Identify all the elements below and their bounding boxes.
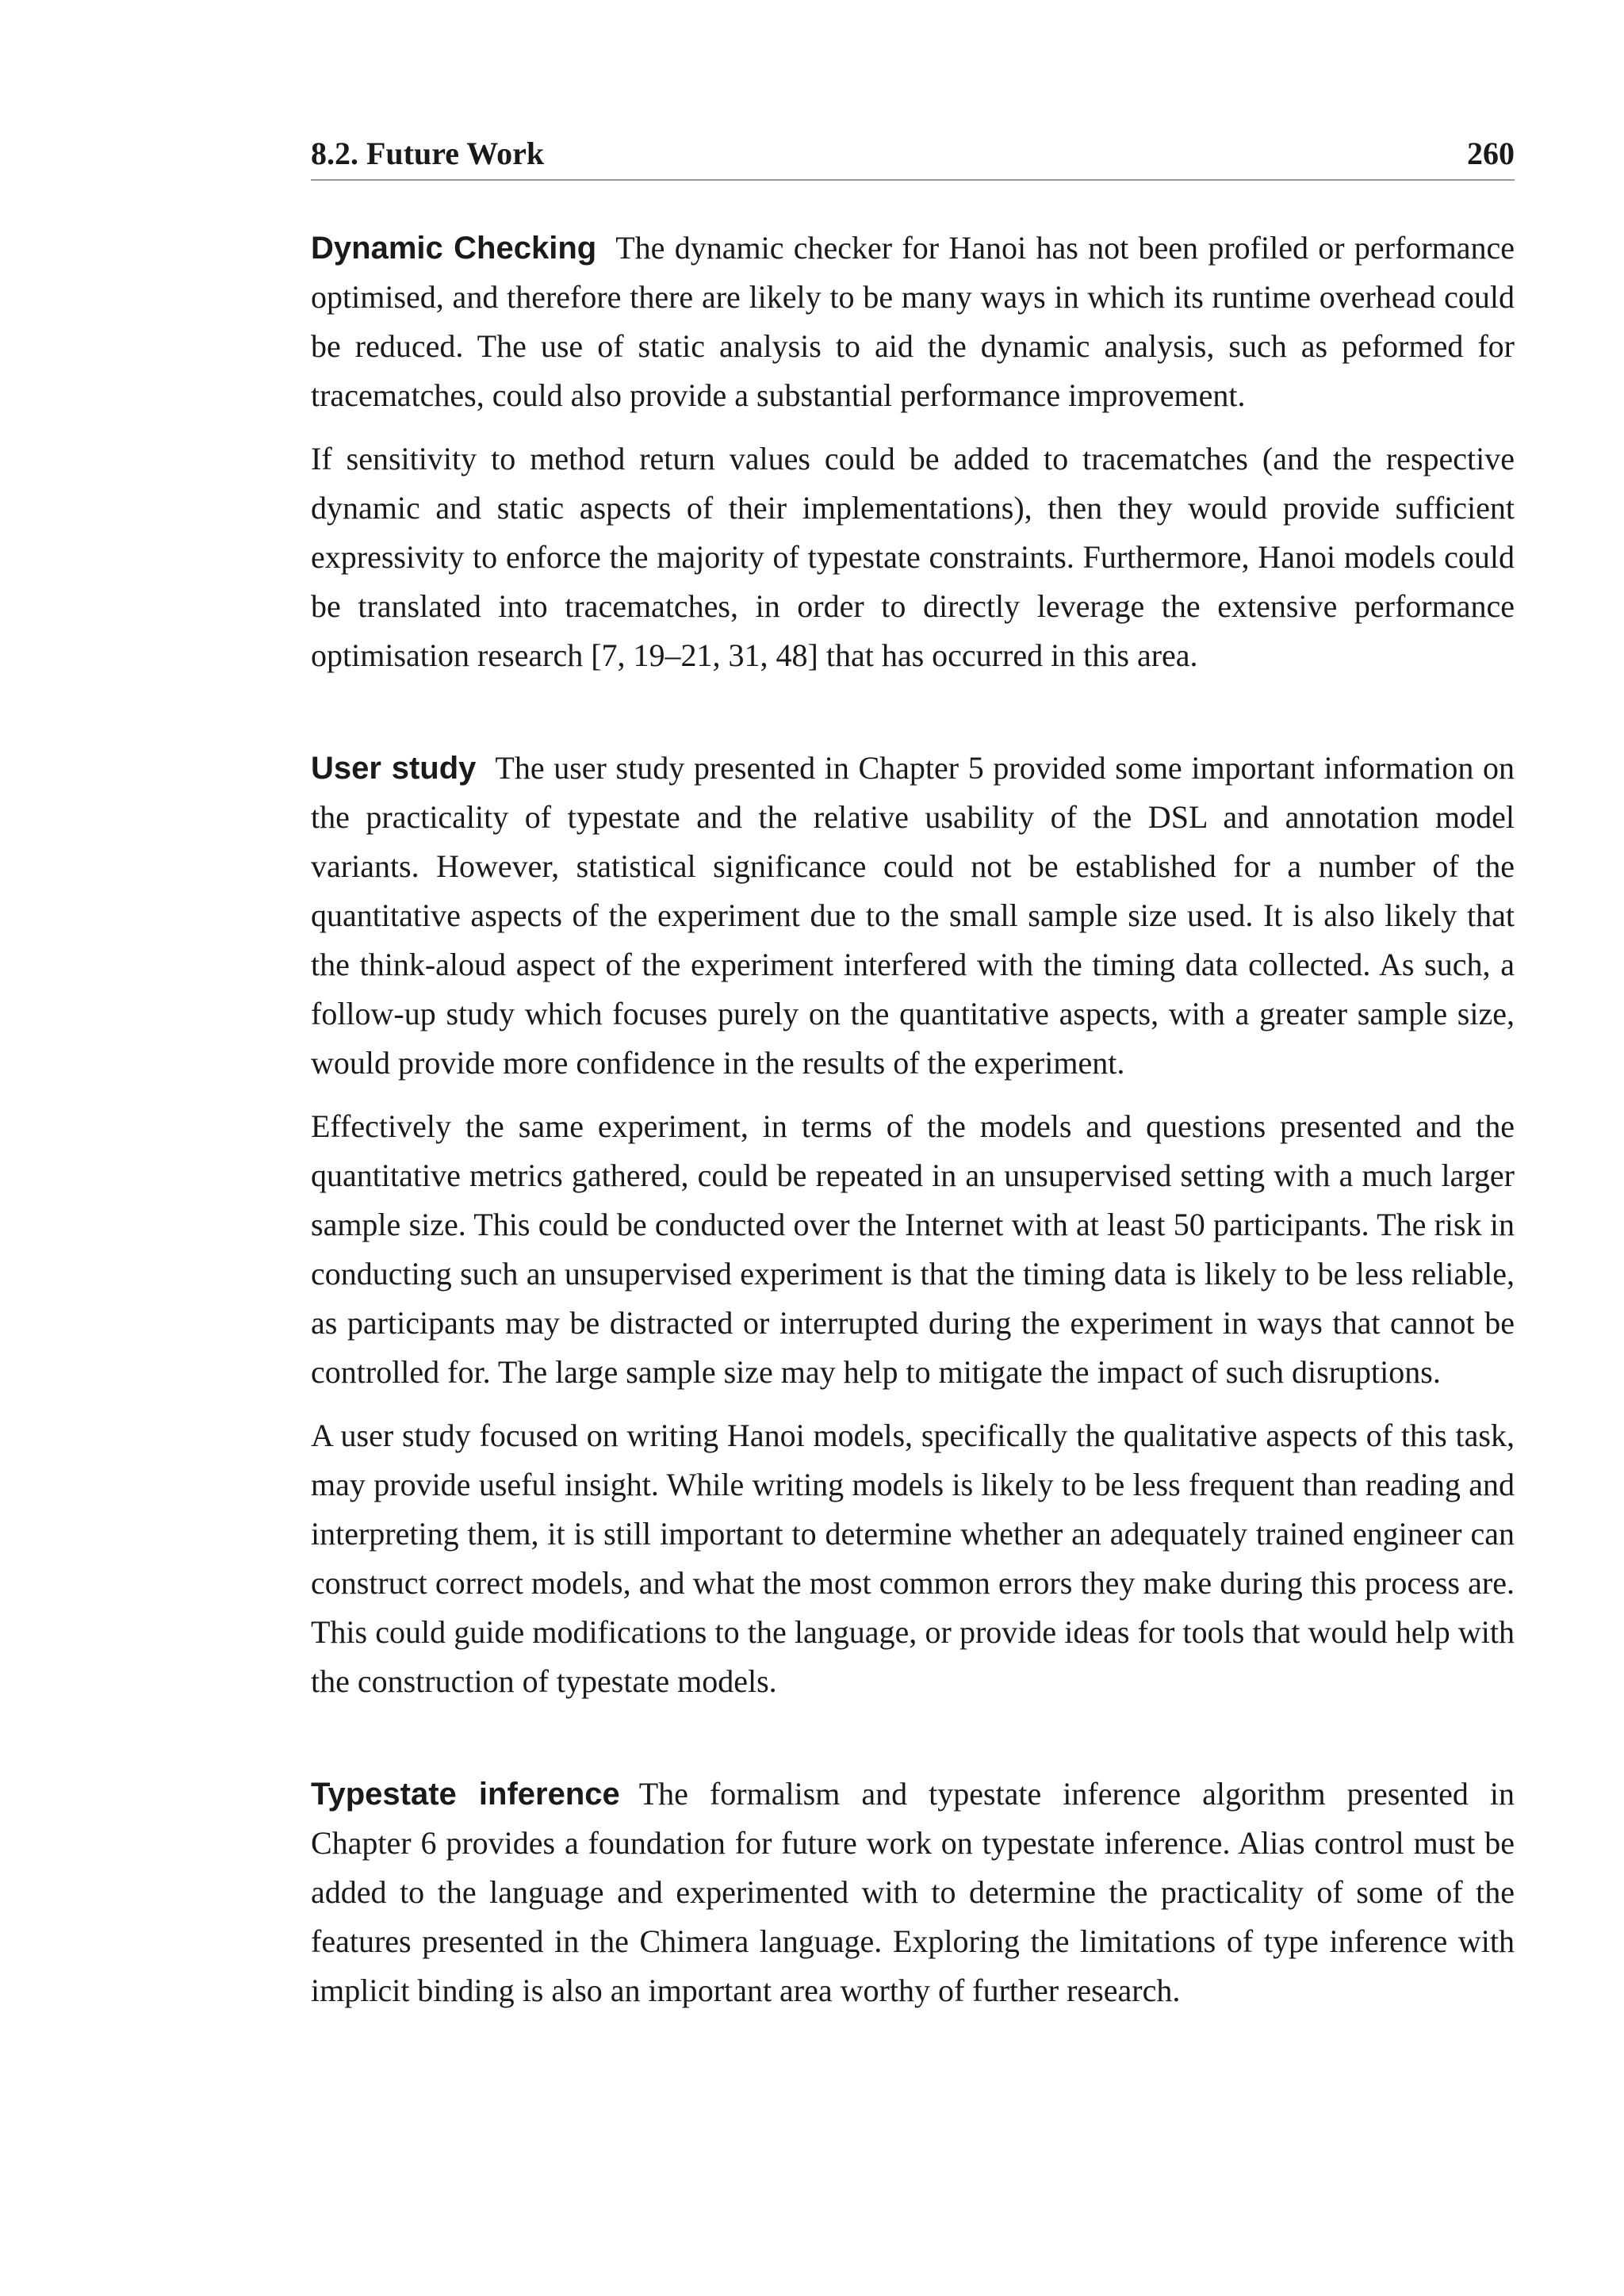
page bbox=[311, 133, 1515, 2015]
user-study-section bbox=[311, 744, 1515, 1706]
running-header bbox=[311, 133, 1515, 181]
paragraph-text: The formalism and typestate inference algorithm presented in Chapter 6 provides a foundation for future work on typestate inference. Alias control must be added to the language and experimented with to determine the practicality of some of the features presented in the Chimera language. Exploring the limitations of type inference with implicit binding is also an important area worthy of further research. bbox=[311, 1776, 1515, 2008]
user-study-heading: User study bbox=[311, 751, 477, 786]
page-number: 260 bbox=[1467, 136, 1515, 171]
paragraph: If sensitivity to method return values could be added to tracematches (and the respective dynamic and static aspects of their implementations), then they would provide sufficient expressivity to enforce the majority of typestate constraints. Furthermore, Hanoi models could be translated into tracematches, in order to directly leverage the extensive performance optimisation research [7, 19–21, 31, 48] that has occurred in this area. bbox=[311, 441, 1515, 673]
paragraph bbox=[311, 744, 1515, 1088]
section-title: 8.2. Future Work bbox=[311, 136, 545, 171]
paragraph bbox=[311, 224, 1515, 420]
paragraph: Effectively the same experiment, in terms of the models and questions presented and the quantitative metrics gathered, could be repeated in an unsupervised setting with a much larger sample size. This could be conducted over the Internet with at least 50 participants. The risk in conducting such an unsupervised experiment is that the timing data is likely to be less reliable, as participants may be distracted or interrupted during the experiment in ways that cannot be controlled for. The large sample size may help to mitigate the impact of such disruptions. bbox=[311, 1108, 1515, 1390]
paragraph-text: The user study presented in Chapter 5 provided some important information on the practicality of typestate and the relative usability of the DSL and annotation model variants. However, statistical significance could not be established for a number of the quantitative aspects of the experiment due to the small sample size used. It is also likely that the think-aloud aspect of the experiment interfered with the timing data collected. As such, a follow-up study which focuses purely on the quantitative aspects, with a greater sample size, would provide more confidence in the results of the experiment. bbox=[311, 750, 1515, 1081]
typestate-inference-heading: Typestate inference bbox=[311, 1777, 620, 1812]
dynamic-checking-heading: Dynamic Checking bbox=[311, 231, 597, 266]
paragraph-text: The dynamic checker for Hanoi has not been profiled or performance optimised, and therefore there are likely to be many ways in which its runtime overhead could be reduced. The use of static analysis to aid the dynamic analysis, such as peformed for tracematches, could also provide a substantial performance improvement. bbox=[311, 230, 1515, 413]
paragraph bbox=[311, 1770, 1515, 2015]
paragraph: A user study focused on writing Hanoi models, specifically the qualitative aspects of this task, may provide useful insight. While writing models is likely to be less frequent than reading and interpreting them, it is still important to determine whether an adequately trained engineer can construct correct models, and what the most common errors they make during this process are. This could guide modifications to the language, or provide ideas for tools that would help with the construction of typestate models. bbox=[311, 1418, 1515, 1699]
dynamic-checking-section bbox=[311, 224, 1515, 680]
typestate-inference-section bbox=[311, 1770, 1515, 2015]
